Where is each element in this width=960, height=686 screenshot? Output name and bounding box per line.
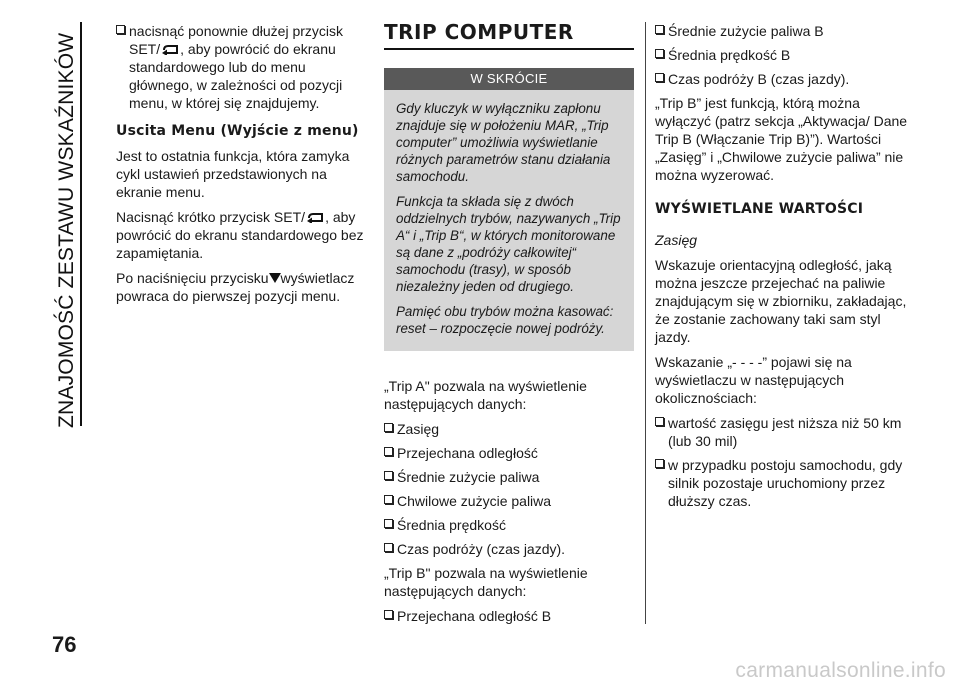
summary-paragraph: Gdy kluczyk w wyłączniku zapłonu znajduje się w położeniu MAR, „Trip computer” umożliwia wyświetlanie różnych parametrów stanu działania samochodu. [396, 101, 611, 184]
section-heading: Uscita Menu (Wyjście z menu) [116, 123, 359, 139]
section-heading: WYŚWIETLANE WARTOŚCI [655, 201, 864, 217]
column-middle [384, 22, 634, 631]
section-side-title [55, 20, 78, 428]
paragraph: Wskazanie „- - - -” pojawi się na wyświetlaczu w następujących okolicznościach: [655, 354, 852, 406]
down-triangle-icon [269, 273, 281, 283]
list-item: Średnia prędkość [384, 516, 634, 534]
summary-band: W SKRÓCIE [384, 68, 634, 90]
summary-paragraph: Funkcja ta składa się z dwóch oddzielnych trybów, nazywanych „Trip A“ i „Trip B“, w których monitorowane są dane z „podróży całkowitej“ samochodu (trasy), w sposób niezależny jeden od drugiego. [396, 194, 621, 294]
summary-paragraph: Pamięć obu trybów można kasować: reset – rozpoczęcie nowej podróży. [396, 304, 614, 336]
list-item: Przejechana odległość B [384, 607, 634, 625]
column-left [116, 22, 366, 312]
side-rule [80, 22, 82, 426]
list-item: Średnia prędkość B [655, 46, 915, 64]
paragraph: Jest to ostatnia funkcja, która zamyka cykl ustawień przedstawionych na ekranie menu. [116, 148, 350, 200]
list-item: Przejechana odległość [384, 444, 634, 462]
subheading: Zasięg [655, 232, 698, 248]
return-arrow-icon [161, 45, 179, 55]
list-item: Czas podróży B (czas jazdy). [655, 70, 915, 88]
summary-box [384, 90, 634, 351]
list-item: w przypadku postoju samochodu, gdy silnik pozostaje uruchomiony przez dłuższy czas. [655, 456, 915, 510]
list-item: nacisnąć ponownie dłużej przycisk SET/ , aby powrócić do ekranu standardowego lub do menu głównego, w zależności od pozycji menu, w której się znajdujemy. [116, 22, 366, 112]
list-item: Czas podróży (czas jazdy). [384, 540, 634, 558]
list-item: Zasięg [384, 420, 634, 438]
list-item: Średnie zużycie paliwa [384, 468, 634, 486]
paragraph: Nacisnąć krótko przycisk SET/ , aby powrócić do ekranu standardowego bez zapamiętania. [116, 209, 364, 261]
return-arrow-icon [306, 213, 324, 223]
list-item: Chwilowe zużycie paliwa [384, 492, 634, 510]
paragraph: Po naciśnięciu przycisku wyświetlacz powraca do pierwszej pozycji menu. [116, 270, 355, 304]
list-item: Średnie zużycie paliwa B [655, 22, 915, 40]
watermark: carmanualsonline.info [735, 659, 946, 682]
column-divider [645, 22, 646, 624]
page-title: TRIP COMPUTER [384, 22, 634, 50]
section-title-text: ZNAJOMOŚĆ ZESTAWU WSKAŹNIKÓW [55, 32, 78, 428]
paragraph: „Trip A" pozwala na wyświetlenie następujących danych: [384, 378, 587, 412]
paragraph: Wskazuje orientacyjną odległość, jaką można jeszcze przejechać na paliwie znajdującym się w zbiorniku, zakładając, że zostanie zachowany taki sam styl jazdy. [655, 257, 907, 345]
column-right [655, 22, 915, 516]
page-number: 76 [52, 632, 77, 657]
paragraph: „Trip B" pozwala na wyświetlenie następujących danych: [384, 565, 588, 599]
list-item: wartość zasięgu jest niższa niż 50 km (lub 30 mil) [655, 414, 915, 450]
paragraph: „Trip B” jest funkcją, którą można wyłączyć (patrz sekcja „Aktywacja/ Dane Trip B (Włączanie Trip B)”). Wartości „Zasięg” i „Chwilowe zużycie paliwa” nie można wyzerować. [655, 95, 908, 183]
